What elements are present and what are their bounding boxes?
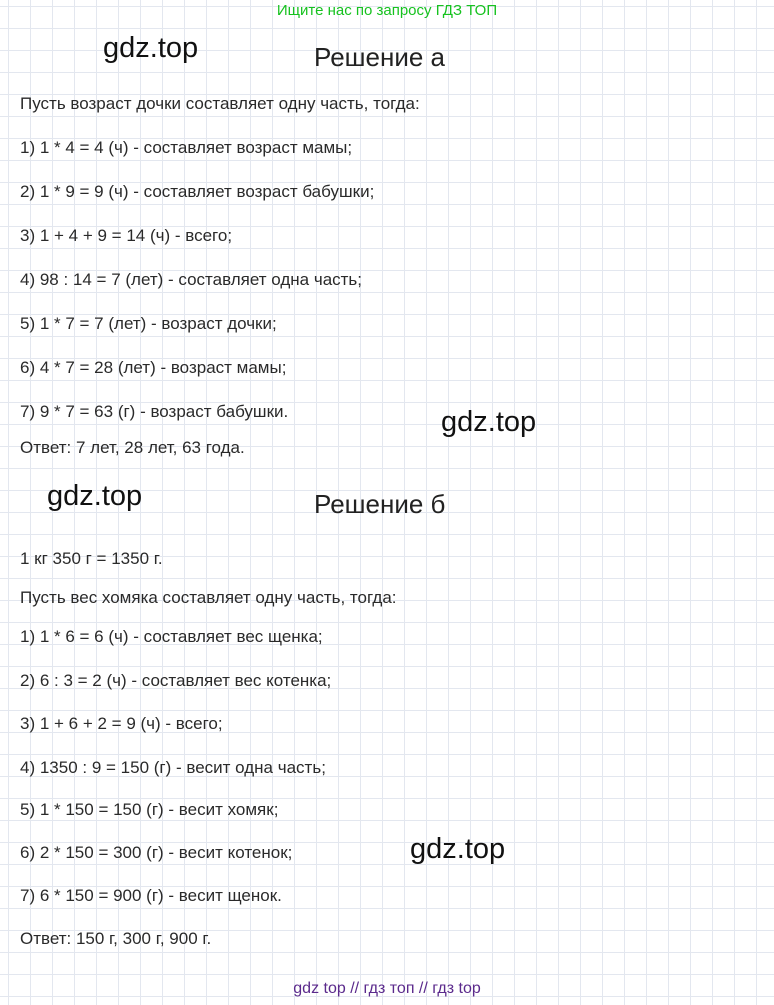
solution-a-line: 1) 1 * 4 = 4 (ч) - составляет возраст мамы;	[20, 138, 353, 157]
watermark: gdz.top	[441, 406, 537, 438]
solution-a-line: 3) 1 + 4 + 9 = 14 (ч) - всего;	[20, 226, 233, 245]
solution-b-line: 7) 6 * 150 = 900 (г) - весит щенок.	[20, 886, 282, 905]
solution-b-line: 1 кг 350 г = 1350 г.	[20, 549, 163, 568]
solution-b-line: 4) 1350 : 9 = 150 (г) - весит одна часть;	[20, 758, 326, 777]
solution-a-line: 6) 4 * 7 = 28 (лет) - возраст мамы;	[20, 358, 287, 377]
heading-solution-a: Решение а	[314, 42, 446, 72]
solution-a-line: 5) 1 * 7 = 7 (лет) - возраст дочки;	[20, 314, 277, 333]
solution-a-line: 2) 1 * 9 = 9 (ч) - составляет возраст бабушки;	[20, 182, 375, 201]
footer-links[interactable]: gdz top // гдз топ // гдз top	[293, 980, 481, 997]
solution-b-line: 3) 1 + 6 + 2 = 9 (ч) - всего;	[20, 714, 223, 733]
solution-b-line: 6) 2 * 150 = 300 (г) - весит котенок;	[20, 843, 293, 862]
watermark: gdz.top	[47, 480, 143, 512]
solution-a-answer: Ответ: 7 лет, 28 лет, 63 года.	[20, 438, 245, 457]
search-banner: Ищите нас по запросу ГДЗ ТОП	[276, 2, 498, 19]
watermark: gdz.top	[410, 833, 506, 865]
solution-a-line: Пусть возраст дочки составляет одну часть, тогда:	[20, 94, 420, 113]
solution-b-line: 2) 6 : 3 = 2 (ч) - составляет вес котенка;	[20, 671, 332, 690]
solution-b-line: 1) 1 * 6 = 6 (ч) - составляет вес щенка;	[20, 627, 323, 646]
solution-a-line: 4) 98 : 14 = 7 (лет) - составляет одна часть;	[20, 270, 363, 289]
solution-b-line: Пусть вес хомяка составляет одну часть, тогда:	[20, 588, 397, 607]
solution-b-line: 5) 1 * 150 = 150 (г) - весит хомяк;	[20, 800, 279, 819]
solution-a-line: 7) 9 * 7 = 63 (г) - возраст бабушки.	[20, 402, 289, 421]
solution-b-answer: Ответ: 150 г, 300 г, 900 г.	[20, 929, 212, 948]
heading-solution-b: Решение б	[314, 489, 446, 519]
watermark: gdz.top	[103, 32, 199, 64]
